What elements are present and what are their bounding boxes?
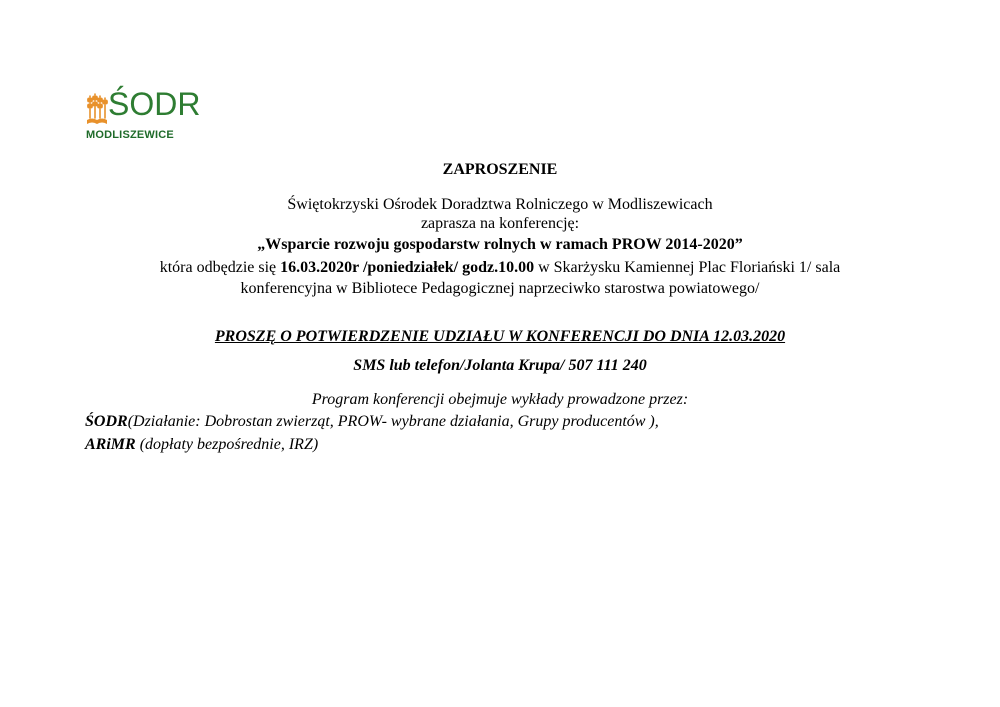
confirmation-line: PROSZĘ O POTWIERDZENIE UDZIAŁU W KONFERENCJI DO DNIA 12.03.2020: [214, 328, 786, 345]
program-item-org: ŚODR: [85, 413, 128, 430]
invites-line: zaprasza na konferencję:: [420, 215, 580, 232]
conference-title: „Wsparcie rozwoju gospodarstw rolnych w ramach PROW 2014-2020”: [257, 236, 743, 253]
program-item-sodr: [85, 413, 659, 431]
logo-subtitle: MODLISZEWICE: [86, 129, 174, 141]
wheat-book-icon: [86, 90, 108, 126]
contact-line: SMS lub telefon/Jolanta Krupa/ 507 111 240: [353, 357, 647, 374]
details-line-2: konferencyjna w Bibliotece Pedagogicznej naprzeciwko starostwa powiatowego/: [240, 280, 760, 297]
program-item-desc: (Działanie: Dobrostan zwierząt, PROW- wybrane działania, Grupy producentów ),: [127, 413, 659, 430]
sodr-logo: [86, 86, 201, 146]
logo-title: [108, 86, 200, 122]
details-line-1: [0, 259, 1000, 277]
details-place: w Skarżysku Kamiennej Plac Floriański 1/ sala: [534, 259, 841, 276]
details-date: 16.03.2020r /poniedziałek/ godz.10.00: [280, 259, 535, 276]
program-item-desc: (dopłaty bezpośrednie, IRZ): [135, 436, 319, 453]
details-prefix: która odbędzie się: [159, 259, 281, 276]
document-heading: ZAPROSZENIE: [442, 161, 558, 178]
organizer-line: Świętokrzyski Ośrodek Doradztwa Rolniczego w Modliszewicach: [287, 196, 713, 213]
program-item-org: ARiMR: [85, 436, 136, 453]
program-intro: Program konferencji obejmuje wykłady prowadzone przez:: [311, 391, 689, 408]
program-item-arimr: [85, 436, 318, 454]
logo-title-text: ŚODR: [108, 86, 201, 122]
